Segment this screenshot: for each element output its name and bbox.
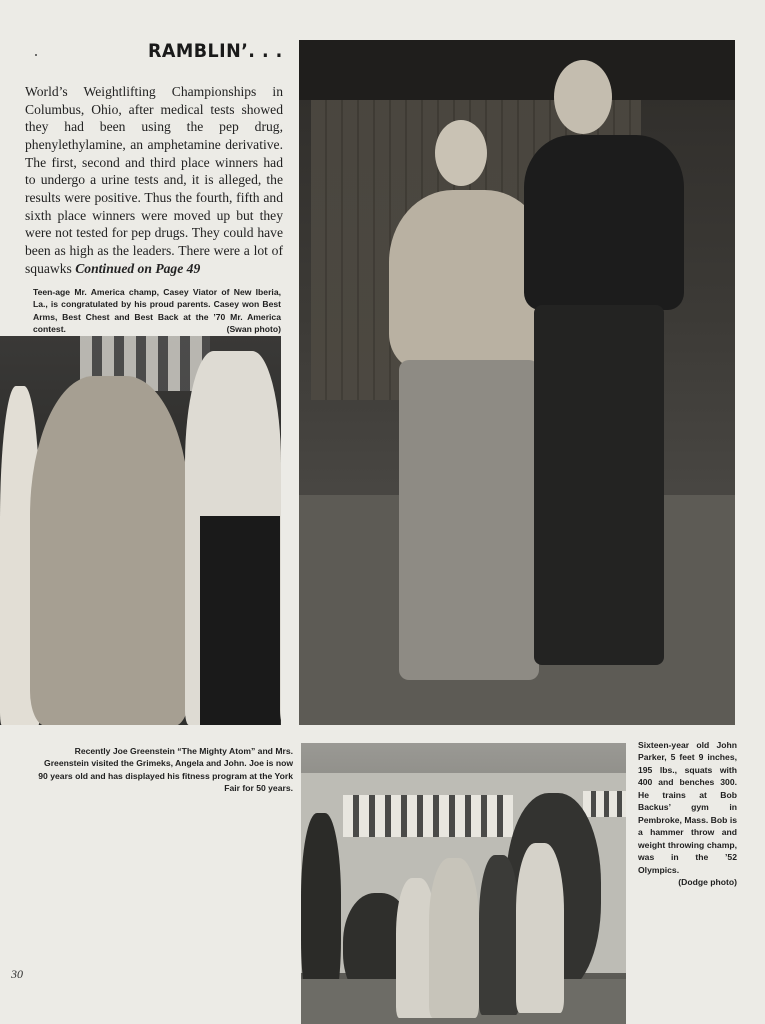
backus-shirt (524, 135, 684, 310)
caption-casey (33, 286, 281, 336)
section-headline: RAMBLIN’. . . (148, 40, 283, 62)
caption-parker-text: Sixteen-year old John Parker, 5 feet 9 inches, 195 lbs., squats with 400 and benches 300. He trains at Bob Backus’ gym in Pembroke, Mass. Bob is a hammer throw and weight throwing champ, was in the ’52 Olympics. (638, 740, 737, 875)
parker-head (435, 120, 487, 186)
gym-ceiling (299, 40, 735, 100)
caption-greenstein: Recently Joe Greenstein “The Mighty Atom” and Mrs. Greenstein visited the Grimeks, Angela and John. Joe is now 90 years old and has displayed his fitness program at the York Fair for 50 years. (38, 746, 293, 794)
caption-parker (638, 739, 737, 888)
backus-head (554, 60, 612, 134)
photo-greenstein-grimek-visit (301, 743, 626, 1024)
photo-casey-with-parents (0, 336, 281, 725)
article-body-text: World’s Weightlifting Championships in Columbus, Ohio, after medical tests showed they had been using the pep drug, phenylethylamine, an amphetamine derivative. The first, second and third place winners had to undergo a urine tests and, it is alleged, the results were positive. Thus the fourth, fifth and sixth place winners were moved up but they were not tested for pep drugs. They could have been as high as the leaders. There were a lot of squawks (25, 84, 283, 276)
print-speck (35, 54, 37, 56)
father-trousers (200, 516, 280, 725)
photo-john-parker-with-bob-backus (299, 40, 735, 725)
person-3 (479, 855, 519, 1015)
continued-link[interactable]: Continued on Page 49 (75, 260, 201, 276)
page-number: 30 (11, 967, 23, 981)
photo-credit-swan: (Swan photo) (226, 324, 281, 335)
person-2 (429, 858, 479, 1018)
striped-awning (343, 795, 513, 837)
backus-trousers (534, 305, 664, 665)
striped-awning-right (583, 791, 626, 817)
caption-casey-text: Teen-age Mr. America champ, Casey Viator of New Iberia, La., is congratulated by his proud parents. Casey won Best Arms, Best Chest and Best Back at the ’70 Mr. America contest. (33, 287, 281, 335)
article-body (25, 83, 283, 277)
person-4 (516, 843, 564, 1013)
photo-credit-dodge: (Dodge photo) (678, 876, 737, 887)
bodybuilder-figure (30, 376, 190, 725)
parker-jeans (399, 360, 539, 680)
